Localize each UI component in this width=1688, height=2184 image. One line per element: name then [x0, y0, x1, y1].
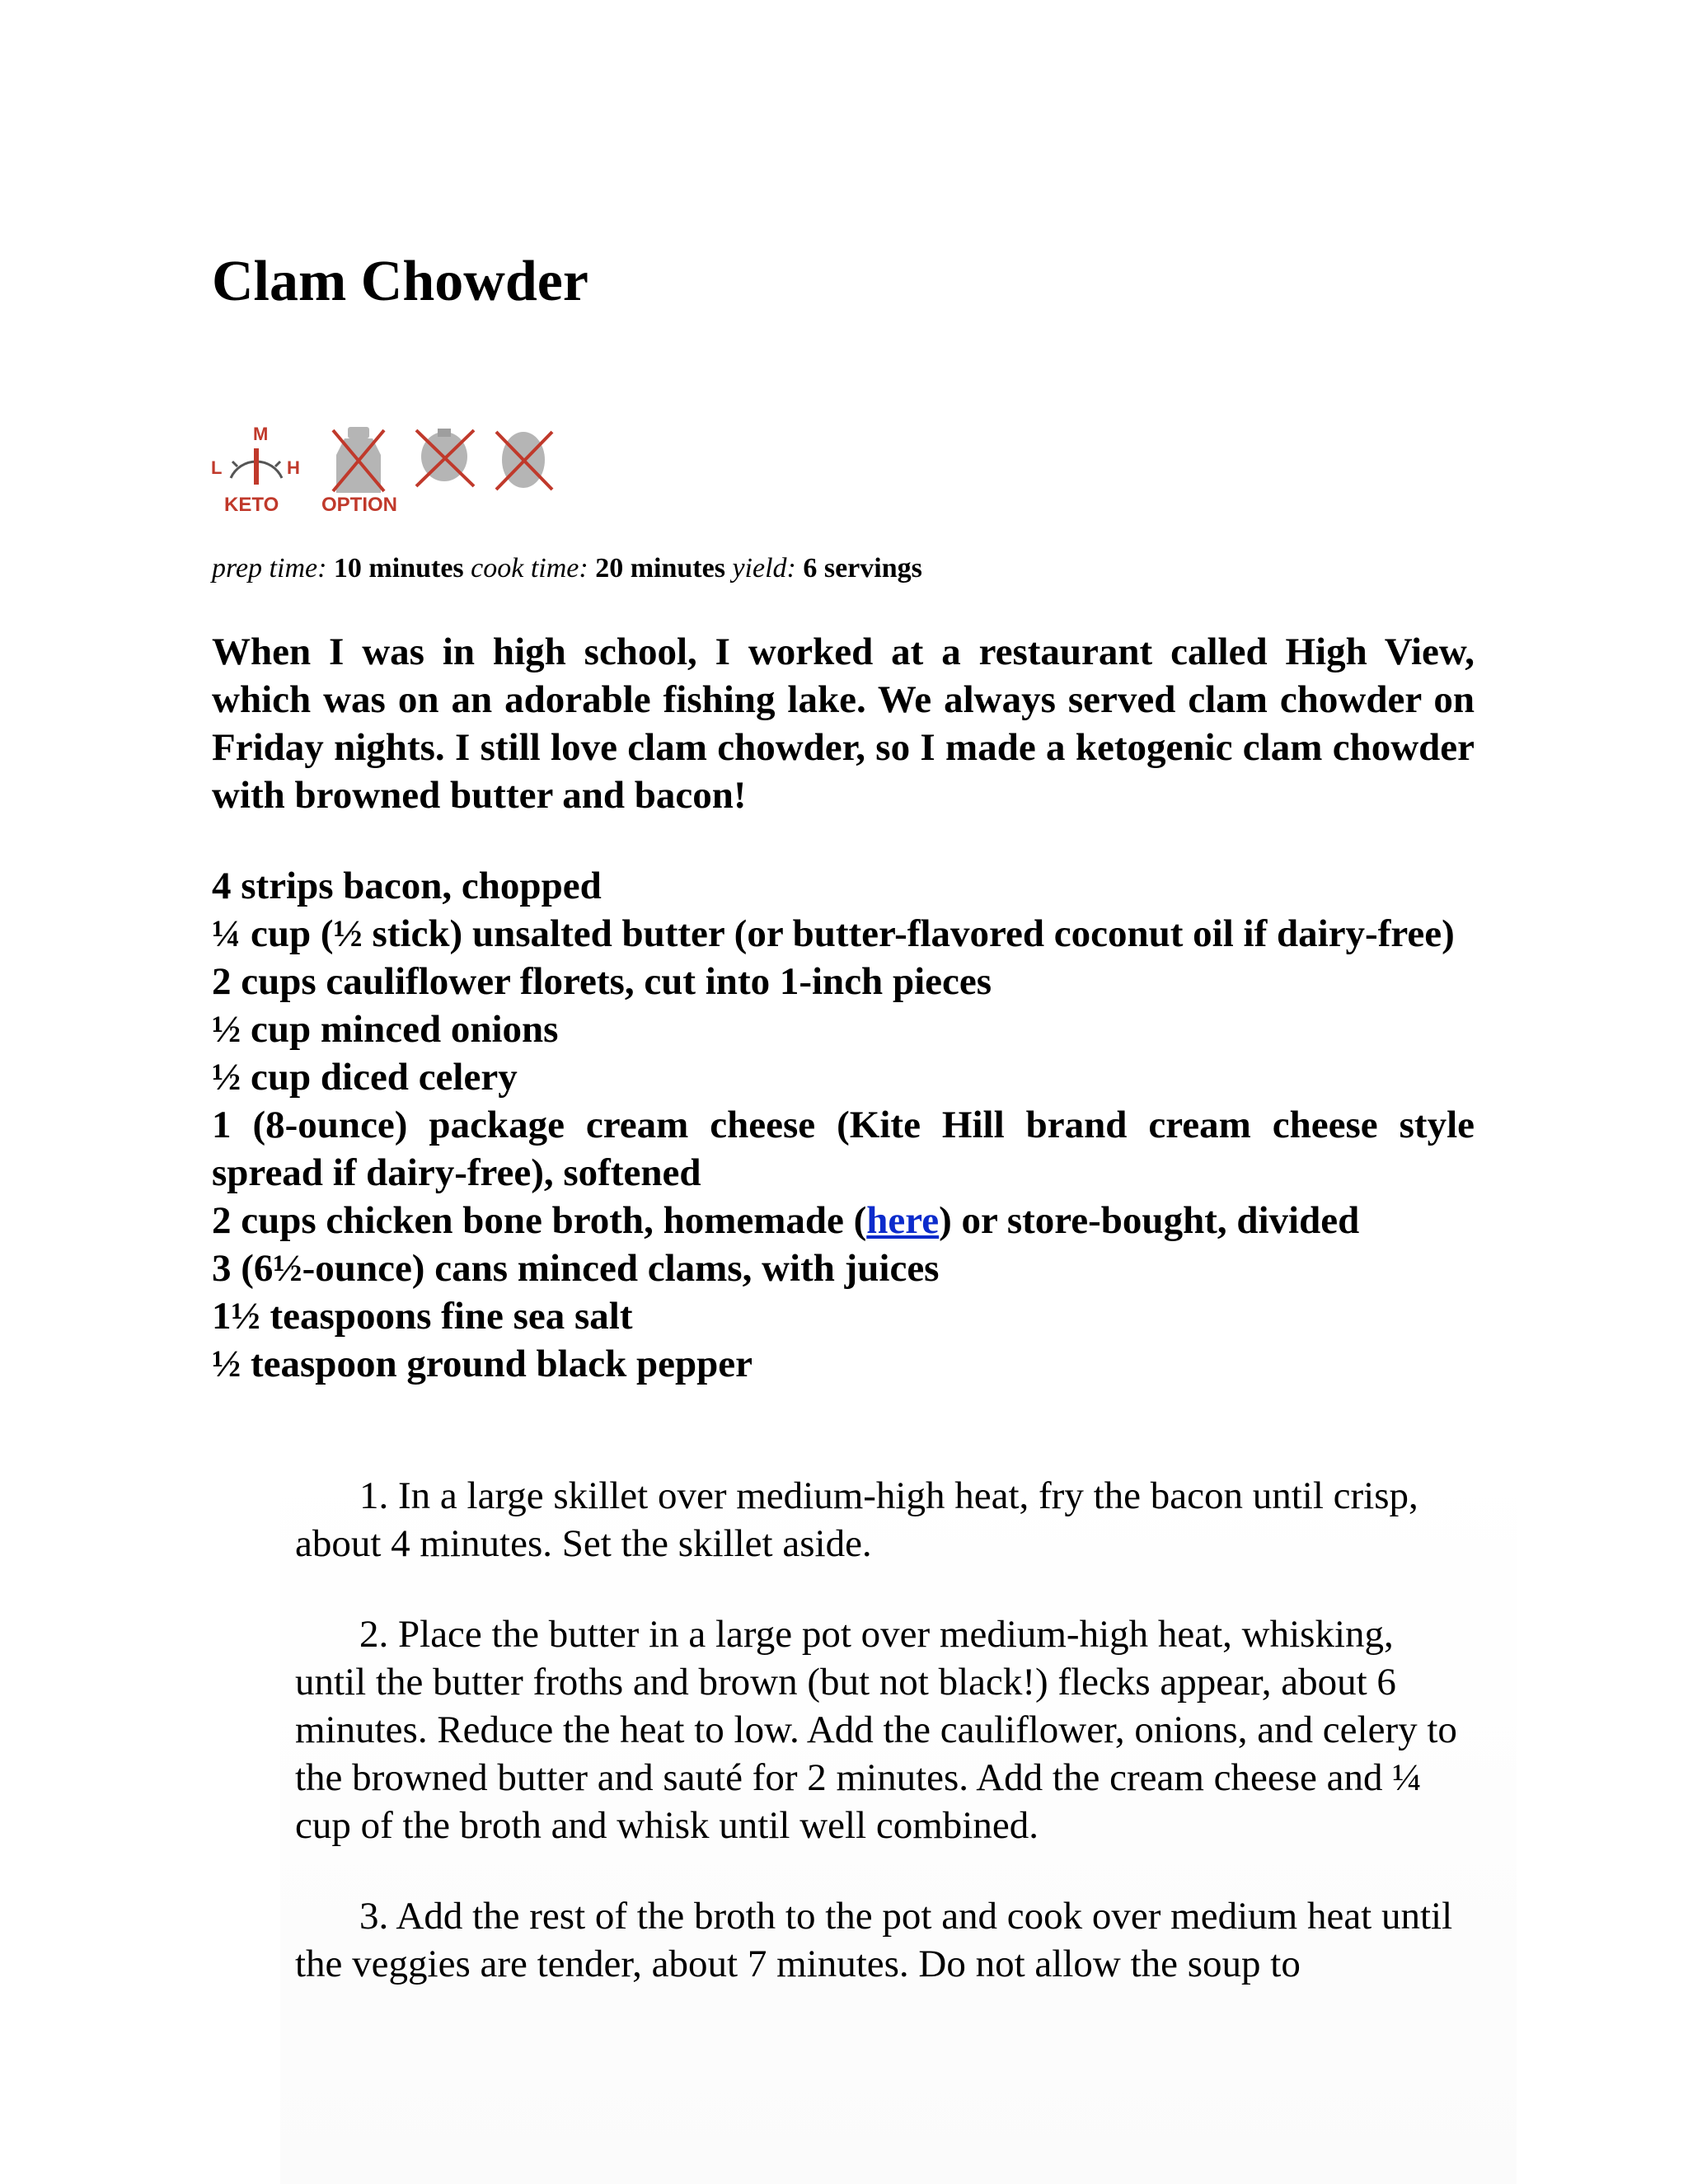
instruction-step: 1. In a large skillet over medium-high heat, fry the bacon until crisp, about 4 minutes. Set the skillet aside. [295, 1474, 1418, 1565]
meter-letter-h: H [287, 457, 300, 478]
diet-badges [206, 420, 569, 523]
yield-label: yield: [732, 553, 796, 583]
ingredient-item: ½ cup diced celery [212, 1056, 518, 1099]
ingredient-item: ½ cup minced onions [212, 1008, 559, 1051]
recipe-meta [212, 551, 922, 587]
prep-time-value: 10 minutes [333, 553, 464, 583]
meter-letter-l: L [211, 457, 223, 478]
ingredient-list [212, 862, 1475, 1388]
ingredient-text: ) or store-bought, divided [939, 1199, 1360, 1242]
ingredient-item: 1½ teaspoons fine sea salt [212, 1295, 633, 1338]
ingredient-item: 4 strips bacon, chopped [212, 865, 602, 907]
recipe-intro: When I was in high school, I worked at a restaurant called High View, which was on an adorable fishing lake. We always served clam chowder on Friday nights. I still love clam chowder, so I made a ketogenic clam chowder with browned butter and bacon! [212, 630, 1475, 817]
instruction-step: 3. Add the rest of the broth to the pot and cook over medium heat until the veggies are tender, about 7 minutes. Do not allow the soup to [295, 1895, 1453, 1985]
nut-free-icon [408, 420, 482, 503]
ingredient-item: ½ teaspoon ground black pepper [212, 1343, 753, 1385]
egg-free-icon [486, 420, 560, 503]
keto-meter-icon [206, 420, 313, 523]
broth-recipe-link[interactable]: here [866, 1199, 940, 1242]
yield-value: 6 servings [803, 553, 922, 583]
ingredient-item [212, 1197, 1475, 1244]
ingredient-text: 2 cups chicken bone broth, homemade ( [212, 1199, 867, 1242]
instruction-step: 2. Place the butter in a large pot over medium-high heat, whisking, until the butter froths and brown (but not black!) flecks appear, about 6 minutes. Reduce the heat to low. Add the cauliflower, onions, and celery to the browned butter and sauté for 2 minutes. Add the cream cheese and ¼ cup of the broth and whisk until well combined. [295, 1613, 1457, 1847]
ingredient-item: 2 cups cauliflower florets, cut into 1-inch pieces [212, 960, 992, 1003]
option-label: OPTION [321, 494, 398, 516]
ingredient-item: ¼ cup (½ stick) unsalted butter (or butter-flavored coconut oil if dairy-free) [212, 912, 1455, 955]
keto-label: KETO [224, 494, 279, 516]
cook-time-label: cook time: [471, 553, 588, 583]
prep-time-label: prep time: [212, 553, 327, 583]
dairy-free-option-icon [315, 420, 406, 523]
cook-time-value: 20 minutes [595, 553, 725, 583]
recipe-title: Clam Chowder [212, 250, 588, 313]
ingredient-item: 1 (8-ounce) package cream cheese (Kite Hill brand cream cheese style spread if dairy-free), softened [212, 1104, 1475, 1194]
meter-letter-m: M [253, 424, 269, 444]
ingredient-item: 3 (6½-ounce) cans minced clams, with juices [212, 1247, 940, 1290]
instruction-steps [295, 1472, 1474, 2031]
